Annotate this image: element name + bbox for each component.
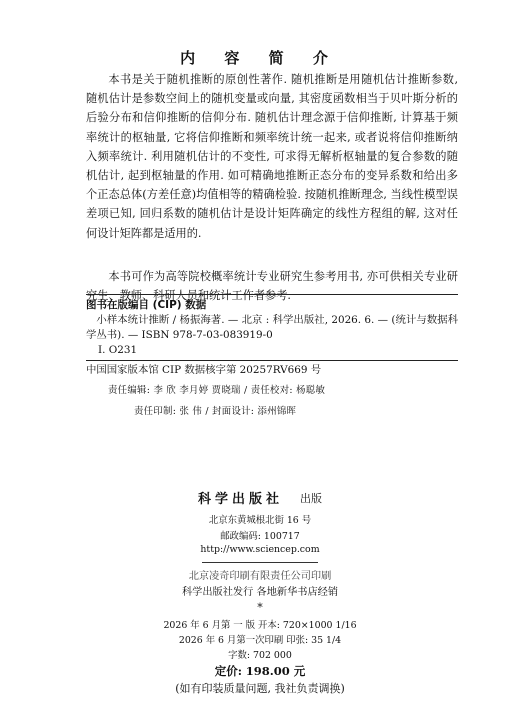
editor-credits: 责任编辑: 李 欣 李月婷 贾晓瑞 / 责任校对: 杨聪敏 bbox=[108, 385, 326, 396]
cip-top-rule bbox=[86, 294, 458, 295]
edition-line-2: 2026 年 6 月第一次印刷 印张: 35 1/4 bbox=[178, 635, 342, 646]
cip-heading: 图书在版编目 (CIP) 数据 bbox=[86, 299, 207, 311]
summary-title: 内 容 简 介 bbox=[180, 49, 340, 67]
publisher-address: 北京东黄城根北街 16 号 bbox=[208, 515, 312, 526]
quality-note: (如有印装质量问题, 我社负责调换) bbox=[175, 682, 345, 695]
price bbox=[0, 663, 520, 679]
price-value: 198.00 元 bbox=[245, 664, 306, 678]
separator-star: * bbox=[257, 601, 263, 614]
word-count: 字数: 702 000 bbox=[228, 650, 292, 661]
publisher-website: http://www.sciencep.com bbox=[200, 544, 320, 555]
printer-line: 北京凌奇印刷有限责任公司印刷 bbox=[188, 571, 332, 582]
publisher-divider bbox=[202, 562, 318, 563]
publisher-suffix: 出版 bbox=[300, 492, 322, 505]
postal-code: 邮政编码: 100717 bbox=[220, 531, 300, 542]
price-label: 定价: bbox=[214, 664, 243, 678]
cip-classification: I. O231 bbox=[98, 344, 138, 356]
summary-paragraph-2: 本书可作为高等院校概率统计专业研究生参考用书, 亦可供相关专业研究生、教师、科研人员和统计工作者参考. bbox=[86, 270, 458, 303]
distribution-line: 科学出版社发行 各地新华书店经销 bbox=[181, 587, 339, 598]
cip-number: 中国国家版本馆 CIP 数据核字第 20257RV669 号 bbox=[86, 364, 322, 376]
publisher-logo: 科学出版社 bbox=[198, 492, 284, 507]
summary-paragraph-1: 本书是关于随机推断的原创性著作. 随机推断是用随机估计推断参数, 随机估计是参数空间上的随机变量或向量, 其密度函数相当于贝叶斯分析的后验分布和信仰推断的信仰分布. 随机估计理念源于信仰推断, 计算基于频率统计的枢轴量, 它将信仰推断和频率统计统一起来, 或者说将信仰推断纳入频率统计. 利用随机估计的不变性, 可求得无解析枢轴量的复合参数的随机估计, 起到枢轴量的作用. 如可精确地推断正态分布的变异系数和给出多个正态总体(方差任意)均值相等的精确检验. 按随机推断理念, 当线性模型误差项已知, 回归系数的随机估计是设计矩阵确定的线性方程组的解, 这对任何设计矩阵都是适用的. bbox=[86, 73, 458, 240]
production-credits: 责任印制: 张 伟 / 封面设计: 添州锦晖 bbox=[134, 406, 297, 417]
cip-record: 小样本统计推断 / 杨振海著. — 北京 : 科学出版社, 2026. 6. — (统计与数据科学丛书). — ISBN 978-7-03-083919-0 bbox=[86, 314, 458, 341]
edition-line-1: 2026 年 6 月第 一 版 开本: 720×1000 1/16 bbox=[163, 620, 357, 631]
